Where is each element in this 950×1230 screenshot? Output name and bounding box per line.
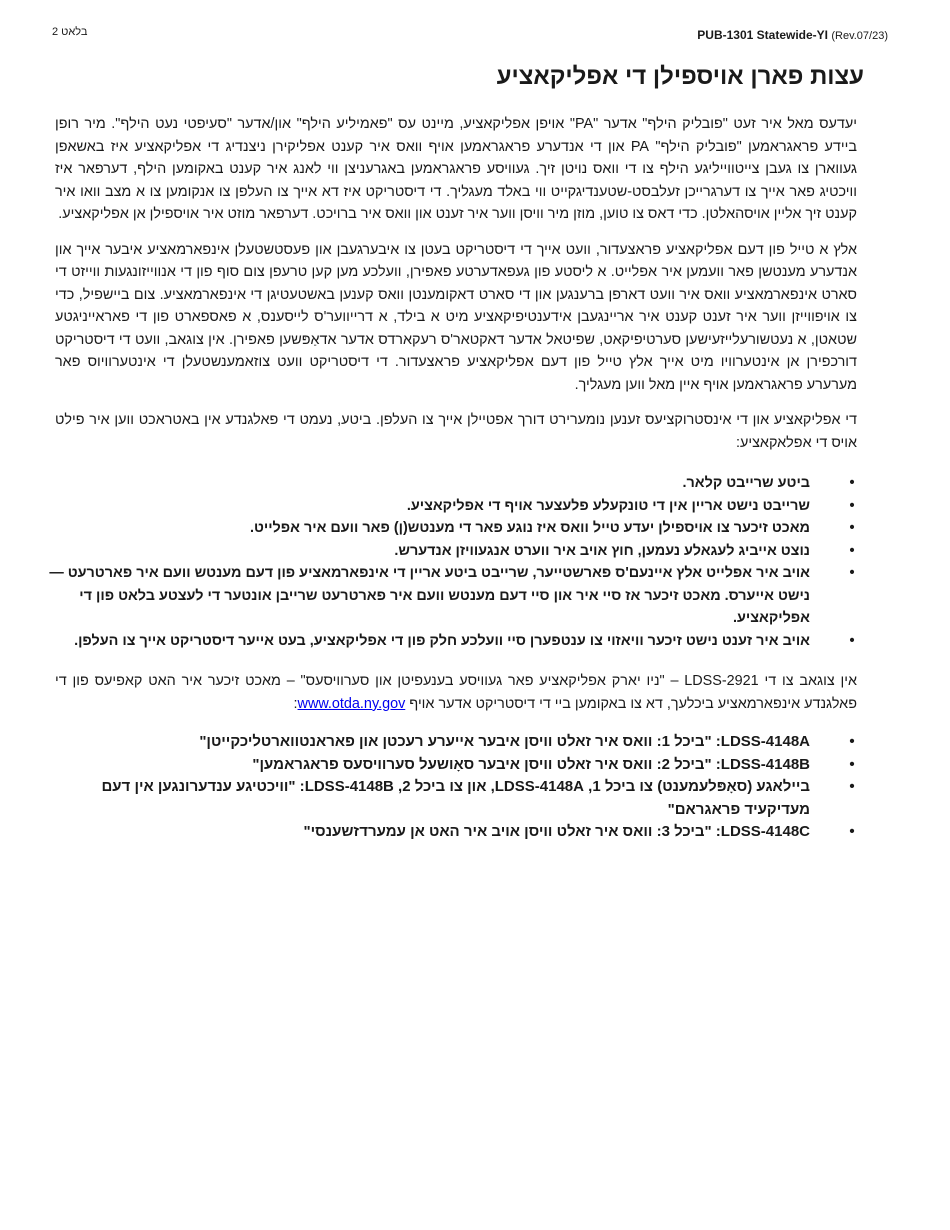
bullet-icon: • [849,632,855,649]
list-item: • שרייבט נישט אריין אין די טונקעלע פלעצער אויף די אפליקאציע. [25,495,857,518]
supplement-paragraph: אין צוגאב צו די LDSS-2921 – "ניו יארק אפליקאציע פאר געוויסע בענעפיטן און סערוויסעס" – מאכט זיכער איר האט קאפיעס פון די פאלגנדע אינפארמאציע ביכלעך, דא צו באקומען ביי די דיסטריקט אדער אויף www.otda.ny.gov: [55,673,858,712]
bullet-icon: • [849,520,855,536]
list-item: • אויב איר זענט נישט זיכער וויאזוי צו ענטפערן סיי וועלכע חלק פון די אפליקאציע, בעט אייער דיסטריקט אייך צו העלפן. [25,630,857,653]
document-body [49,113,858,844]
otda-website-link[interactable]: www.otda.ny.gov [297,695,406,712]
bullet-icon: • [849,733,855,750]
booklet-code: LDSS-4148C [720,823,810,840]
bullet-icon: • [849,823,855,840]
bullet-icon: • [849,475,855,491]
list-item: • ביטע שרייבט קלאר. [25,472,857,495]
intro-paragraph: יעדעס מאל איר זעט "פובליק הילף" אדער "PA" אויפן אפליקאציע, מיינט עס "פאמיליע הילף" און/אדער "סעיפטי נעט הילף". מיר רופן ביידע פראגראמען "פובליק הילף" PA און די אנדערע פראגראמען אויף וואס איר קענט אפליקירן ניצנדיג די אפליקאציע איז באשאפן געווארן צו געבן צייטווייליגע הילף צו די וואס נויטן זיך. געוויסע פראגראמען באגרעניצן ווי לאנג איר קענט באקומען הילף, דערפאר איז וויכטיג פאר אייך צו דערגרייכן זעלבסט-שטענדיגקייט ווי באלד מעגליך. די דיסטריקט איז דא אייך צו העלפן צו אנקומען צו א מצב וואו איר קענט זיך אליין אויסהאלטן. כדי דאס צו טוען, מוזן מיר וויסן ווער איר זענט און וואס איר ברויכט. דערפאר מוזט איר אויספילן אן אפליקאציע. [55,116,858,222]
list-item: • LDSS-4148B: "ביכל 2: וואס איר זאלט וויסן איבער סאָושעל סערוויסעס פראגראמען" [101,754,857,777]
page-number-label: בלאט 2 [52,26,88,38]
list-item: • מאכט זיכער צו אויספילן יעדע טייל וואס איז נוגע פאר די מענטש(ן) פאר וועם איר אפלייט. [25,517,857,540]
page-title: עצות פארן אויספילן די אפליקאציע [496,63,864,90]
instructions-paragraph: די אפליקאציע און די אינסטרוקציעס זענען נומערירט דורך אפטיילן אייך צו העלפן. ביטע, נעמט די פאלגנדע אין באטראכט ווען איר פילט אויס די אפלאקאציע: [55,412,857,451]
bullet-icon: • [849,565,855,581]
form-identifier [697,28,888,42]
list-item: • אויב איר אפלייט אלץ איינעם'ס פארשטייער, שרייבט ביטע אריין די אינפארמאציע פון דעם מענטש וועם איר פארטרעט — נישט אייערס. מאכט זיכער אז סיי איר און סיי דעם מענטש וועם איר פארטרעט שרייבן אונטער די לעצטע בלאט פון די אפליקאציע. [25,562,857,630]
booklet-code: LDSS-4148A [720,733,810,750]
list-item: • נוצט אייביג לעגאלע נעמען, חוץ אויב איר ווערט אנגעוויזן אנדערש. [25,540,857,563]
bullet-icon: • [849,497,855,514]
list-item: • ביילאגע (סאָפּלעמענט) צו ביכל 1, LDSS-4148A, און צו ביכל 2, LDSS-4148B: "וויכטיגע ענדערונגען אין דעם מעדיקעיד פראגראם" [101,776,857,821]
form-revision: (Rev.07/23) [831,30,888,42]
booklets-list [55,731,857,844]
form-id-text: PUB-1301 Statewide-YI [697,28,828,42]
tips-list [49,472,857,652]
list-item: • LDSS-4148C: "ביכל 3: וואס איר זאלט וויסן אויב איר האט אן עמערדזשענסי" [101,821,857,844]
process-paragraph: אלץ א טייל פון דעם אפליקאציע פראצעדור, וועט אייך די דיסטריקט בעטן צו איבערגעבן און פעסטשטעלן אינפארמאציע איבער אייך און אנדערע מענטשן פאר וועמען איר אפלייט. א ליסטע פון געפאדערטע פאפירן, וועלכע מען קען טרעפן צום סוף פון די אנווייזונגעות ווייזט די סארט אינפארמאציע וואס איר וועט דארפן ברענגען און די סארט דאקומענטן וואס קענען באשטעטיגן די אינפארמאציע. צום ביישפיל, כדי צו אויפווייזן ווער איר זענט קענט איר אריינגעבן אידענטיפיקאציע מיט א בילד, א דרייווער'ס לייסענס, א פאספארט פון די פאראייניגטע שטאטן, א נעטשורעלייזעישען סערטיפיקאט, שפיטאל אדער דאקטאר'ס רעקארדס אדער אדאַפּשען פאפירן. אין צוגאב, וועט די דיסטריקט דורכפירן אן אינטערוויו מיט אייך אלץ טייל פון דעם אפליקאציע פראצעדור. די דיסטריקט וועט צוזאמענשטעלן די אינטערוויוס פאר מערערע פראגראמען אויף איין מאל ווען מעגליך. [55,241,857,393]
bullet-icon: • [849,778,855,795]
booklet-code: LDSS-4148B [720,755,810,773]
list-item: • LDSS-4148A: "ביכל 1: וואס איר זאלט וויסן איבער אייערע רעכטן און פאראנטווארטליכקייטן" [101,731,857,754]
bullet-icon: • [849,755,855,773]
bullet-icon: • [849,542,855,559]
